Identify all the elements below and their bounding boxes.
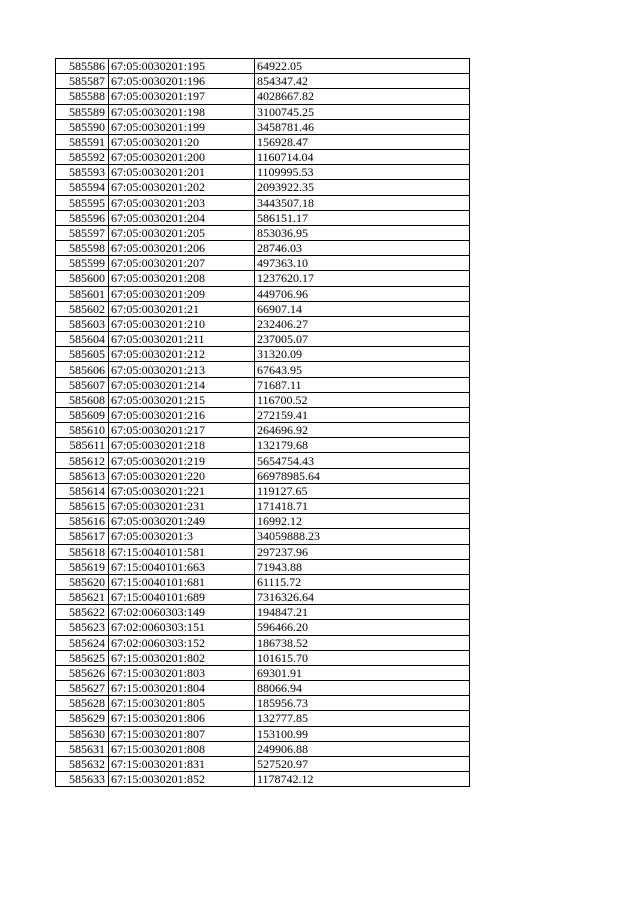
value-cell: 61115.72 [255, 574, 470, 589]
row-id-cell: 585615 [56, 498, 109, 513]
table-row [56, 392, 470, 407]
row-id-cell: 585604 [56, 332, 109, 347]
table-row [56, 104, 470, 119]
cadastral-number-cell: 67:05:0030201:208 [109, 271, 255, 286]
value-cell: 249906.88 [255, 741, 470, 756]
row-id-cell: 585632 [56, 756, 109, 771]
table-row [56, 756, 470, 771]
table-row [56, 286, 470, 301]
row-id-cell: 585606 [56, 362, 109, 377]
value-cell: 232406.27 [255, 316, 470, 331]
value-cell: 69301.91 [255, 665, 470, 680]
table-row [56, 180, 470, 195]
row-id-cell: 585595 [56, 195, 109, 210]
cadastral-number-cell: 67:05:0030201:197 [109, 89, 255, 104]
cadastral-number-cell: 67:05:0030201:205 [109, 225, 255, 240]
row-id-cell: 585588 [56, 89, 109, 104]
cadastral-number-cell: 67:05:0030201:218 [109, 438, 255, 453]
table-row [56, 590, 470, 605]
row-id-cell: 585617 [56, 529, 109, 544]
cadastral-number-cell: 67:05:0030201:199 [109, 119, 255, 134]
value-cell: 3458781.46 [255, 119, 470, 134]
value-cell: 1160714.04 [255, 150, 470, 165]
row-id-cell: 585628 [56, 696, 109, 711]
table-row [56, 544, 470, 559]
row-id-cell: 585601 [56, 286, 109, 301]
cadastral-number-cell: 67:05:0030201:20 [109, 134, 255, 149]
cadastral-number-cell: 67:05:0030201:207 [109, 256, 255, 271]
row-id-cell: 585586 [56, 59, 109, 74]
cadastral-number-cell: 67:05:0030201:200 [109, 150, 255, 165]
value-cell: 586151.17 [255, 210, 470, 225]
value-cell: 185956.73 [255, 696, 470, 711]
value-cell: 1237620.17 [255, 271, 470, 286]
value-cell: 156928.47 [255, 134, 470, 149]
table-row [56, 301, 470, 316]
row-id-cell: 585598 [56, 241, 109, 256]
table-row [56, 468, 470, 483]
table-row [56, 89, 470, 104]
value-cell: 3100745.25 [255, 104, 470, 119]
table-row [56, 635, 470, 650]
value-cell: 4028667.82 [255, 89, 470, 104]
cadastral-number-cell: 67:15:0030201:805 [109, 696, 255, 711]
cadastral-number-cell: 67:05:0030201:202 [109, 180, 255, 195]
row-id-cell: 585610 [56, 423, 109, 438]
value-cell: 297237.96 [255, 544, 470, 559]
cadastral-number-cell: 67:05:0030201:221 [109, 483, 255, 498]
row-id-cell: 585596 [56, 210, 109, 225]
value-cell: 194847.21 [255, 605, 470, 620]
row-id-cell: 585592 [56, 150, 109, 165]
cadastral-number-cell: 67:15:0030201:831 [109, 756, 255, 771]
value-cell: 16992.12 [255, 514, 470, 529]
cadastral-number-cell: 67:05:0030201:195 [109, 59, 255, 74]
value-cell: 119127.65 [255, 483, 470, 498]
table-row [56, 696, 470, 711]
cadastral-number-cell: 67:05:0030201:196 [109, 74, 255, 89]
table-row [56, 650, 470, 665]
cadastral-number-cell: 67:15:0030201:806 [109, 711, 255, 726]
cadastral-number-cell: 67:05:0030201:204 [109, 210, 255, 225]
value-cell: 67643.95 [255, 362, 470, 377]
table-row [56, 514, 470, 529]
table-row [56, 271, 470, 286]
table-row [56, 119, 470, 134]
row-id-cell: 585600 [56, 271, 109, 286]
row-id-cell: 585590 [56, 119, 109, 134]
value-cell: 64922.05 [255, 59, 470, 74]
table-row [56, 316, 470, 331]
cadastral-number-cell: 67:15:0030201:804 [109, 681, 255, 696]
row-id-cell: 585619 [56, 559, 109, 574]
cadastral-number-cell: 67:02:0060303:151 [109, 620, 255, 635]
value-cell: 153100.99 [255, 726, 470, 741]
value-cell: 71943.88 [255, 559, 470, 574]
value-cell: 853036.95 [255, 225, 470, 240]
row-id-cell: 585591 [56, 134, 109, 149]
row-id-cell: 585627 [56, 681, 109, 696]
value-cell: 31320.09 [255, 347, 470, 362]
cadastral-number-cell: 67:02:0060303:152 [109, 635, 255, 650]
cadastral-number-cell: 67:15:0030201:802 [109, 650, 255, 665]
value-cell: 3443507.18 [255, 195, 470, 210]
row-id-cell: 585620 [56, 574, 109, 589]
cadastral-number-cell: 67:05:0030201:3 [109, 529, 255, 544]
value-cell: 1109995.53 [255, 165, 470, 180]
row-id-cell: 585618 [56, 544, 109, 559]
value-cell: 2093922.35 [255, 180, 470, 195]
row-id-cell: 585605 [56, 347, 109, 362]
cadastral-number-cell: 67:05:0030201:209 [109, 286, 255, 301]
cadastral-number-cell: 67:05:0030201:249 [109, 514, 255, 529]
row-id-cell: 585611 [56, 438, 109, 453]
row-id-cell: 585629 [56, 711, 109, 726]
table-row [56, 377, 470, 392]
cadastral-number-cell: 67:15:0040101:681 [109, 574, 255, 589]
row-id-cell: 585614 [56, 483, 109, 498]
cadastral-number-cell: 67:05:0030201:217 [109, 423, 255, 438]
cadastral-number-cell: 67:05:0030201:219 [109, 453, 255, 468]
cadastral-number-cell: 67:05:0030201:203 [109, 195, 255, 210]
row-id-cell: 585608 [56, 392, 109, 407]
row-id-cell: 585597 [56, 225, 109, 240]
cadastral-number-cell: 67:05:0030201:211 [109, 332, 255, 347]
value-cell: 132179.68 [255, 438, 470, 453]
value-cell: 7316326.64 [255, 590, 470, 605]
row-id-cell: 585626 [56, 665, 109, 680]
row-id-cell: 585633 [56, 772, 109, 787]
value-cell: 449706.96 [255, 286, 470, 301]
table-row [56, 726, 470, 741]
value-cell: 171418.71 [255, 498, 470, 513]
row-id-cell: 585602 [56, 301, 109, 316]
value-cell: 101615.70 [255, 650, 470, 665]
cadastral-number-cell: 67:15:0030201:803 [109, 665, 255, 680]
row-id-cell: 585616 [56, 514, 109, 529]
row-id-cell: 585593 [56, 165, 109, 180]
table-row [56, 134, 470, 149]
row-id-cell: 585625 [56, 650, 109, 665]
table-row [56, 681, 470, 696]
value-cell: 264696.92 [255, 423, 470, 438]
table-row [56, 195, 470, 210]
value-cell: 854347.42 [255, 74, 470, 89]
table-row [56, 423, 470, 438]
table-row [56, 241, 470, 256]
table-body [56, 59, 470, 787]
cadastral-number-cell: 67:05:0030201:231 [109, 498, 255, 513]
cadastral-number-cell: 67:02:0060303:149 [109, 605, 255, 620]
cadastral-number-cell: 67:15:0040101:663 [109, 559, 255, 574]
table-row [56, 225, 470, 240]
row-id-cell: 585589 [56, 104, 109, 119]
cadastral-number-cell: 67:15:0040101:689 [109, 590, 255, 605]
value-cell: 237005.07 [255, 332, 470, 347]
row-id-cell: 585603 [56, 316, 109, 331]
cadastral-number-cell: 67:05:0030201:214 [109, 377, 255, 392]
value-cell: 596466.20 [255, 620, 470, 635]
cadastral-number-cell: 67:05:0030201:215 [109, 392, 255, 407]
cadastral-number-cell: 67:05:0030201:201 [109, 165, 255, 180]
table-row [56, 605, 470, 620]
table-row [56, 362, 470, 377]
row-id-cell: 585612 [56, 453, 109, 468]
row-id-cell: 585623 [56, 620, 109, 635]
value-cell: 527520.97 [255, 756, 470, 771]
table-row [56, 772, 470, 787]
row-id-cell: 585630 [56, 726, 109, 741]
value-cell: 1178742.12 [255, 772, 470, 787]
cadastral-number-cell: 67:05:0030201:220 [109, 468, 255, 483]
table-row [56, 529, 470, 544]
cadastral-number-cell: 67:15:0030201:852 [109, 772, 255, 787]
row-id-cell: 585609 [56, 407, 109, 422]
cadastral-number-cell: 67:05:0030201:213 [109, 362, 255, 377]
cadastral-number-cell: 67:05:0030201:216 [109, 407, 255, 422]
value-cell: 66907.14 [255, 301, 470, 316]
value-cell: 66978985.64 [255, 468, 470, 483]
row-id-cell: 585624 [56, 635, 109, 650]
row-id-cell: 585622 [56, 605, 109, 620]
table-row [56, 210, 470, 225]
cadastral-number-cell: 67:05:0030201:212 [109, 347, 255, 362]
value-cell: 497363.10 [255, 256, 470, 271]
table-row [56, 483, 470, 498]
value-cell: 71687.11 [255, 377, 470, 392]
table-row [56, 665, 470, 680]
cadastral-number-cell: 67:15:0040101:581 [109, 544, 255, 559]
value-cell: 34059888.23 [255, 529, 470, 544]
value-cell: 28746.03 [255, 241, 470, 256]
row-id-cell: 585631 [56, 741, 109, 756]
table-row [56, 347, 470, 362]
table-row [56, 74, 470, 89]
value-cell: 116700.52 [255, 392, 470, 407]
value-cell: 88066.94 [255, 681, 470, 696]
table-row [56, 150, 470, 165]
row-id-cell: 585621 [56, 590, 109, 605]
cadastral-number-cell: 67:15:0030201:808 [109, 741, 255, 756]
table-row [56, 438, 470, 453]
table-row [56, 711, 470, 726]
value-cell: 186738.52 [255, 635, 470, 650]
table-row [56, 574, 470, 589]
cadastral-number-cell: 67:05:0030201:210 [109, 316, 255, 331]
row-id-cell: 585599 [56, 256, 109, 271]
table-row [56, 559, 470, 574]
table-row [56, 59, 470, 74]
table-row [56, 453, 470, 468]
value-cell: 5654754.43 [255, 453, 470, 468]
table-row [56, 332, 470, 347]
row-id-cell: 585587 [56, 74, 109, 89]
table-row [56, 741, 470, 756]
cadastral-number-cell: 67:05:0030201:198 [109, 104, 255, 119]
table-row [56, 256, 470, 271]
value-cell: 132777.85 [255, 711, 470, 726]
row-id-cell: 585613 [56, 468, 109, 483]
row-id-cell: 585607 [56, 377, 109, 392]
cadastral-number-cell: 67:05:0030201:21 [109, 301, 255, 316]
cadastral-number-cell: 67:05:0030201:206 [109, 241, 255, 256]
row-id-cell: 585594 [56, 180, 109, 195]
cadastral-number-cell: 67:15:0030201:807 [109, 726, 255, 741]
table-row [56, 165, 470, 180]
data-table [55, 58, 470, 787]
table-row [56, 407, 470, 422]
value-cell: 272159.41 [255, 407, 470, 422]
table-row [56, 498, 470, 513]
table-row [56, 620, 470, 635]
